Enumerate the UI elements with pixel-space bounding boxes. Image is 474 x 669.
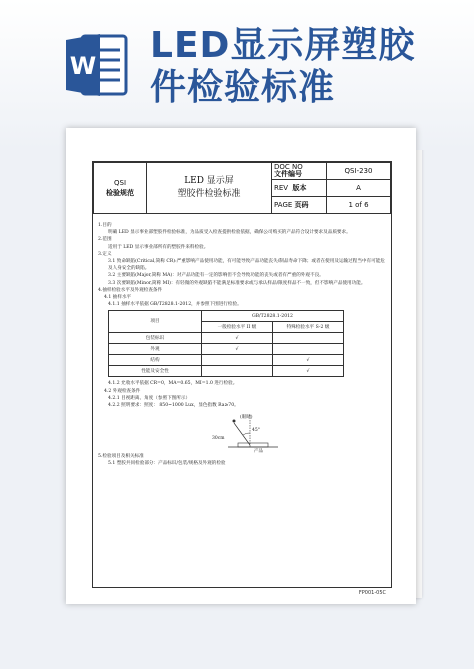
- table-row: [109, 355, 344, 366]
- document-title-line-1: LED显示屏塑胶: [150, 25, 416, 66]
- section-3-heading: 3.定义: [98, 251, 112, 257]
- doc-no-label-cn: 文件编号: [274, 170, 302, 178]
- product-label: 产品: [254, 449, 263, 454]
- company-name: QSI: [113, 179, 127, 187]
- angle-label: 45°: [252, 428, 260, 434]
- section-2-heading: 2.范围: [98, 237, 112, 243]
- rev-label-en: REV: [274, 184, 289, 192]
- section-4-1-2: 4.1.2 允收水平依据 CR=0，MA=0.65，MI=1.0 进行检验。: [108, 381, 238, 387]
- distance-label: 30cm: [212, 436, 225, 442]
- doc-no-value: QSI-230: [327, 163, 391, 180]
- document-title-line-2: 件检验标准: [150, 67, 336, 108]
- section-4-heading: 4.抽样检验水平及外观检查条件: [98, 287, 163, 293]
- rev-label-cn: 版本: [292, 184, 307, 192]
- page-label-cn: 页码: [294, 201, 309, 209]
- aql-row-item: 性能及安全性: [109, 366, 202, 377]
- document-page: [66, 128, 416, 604]
- section-3-3: 3.3 次要缺陷(Minor,简称 MI)：有轻微的外观缺陷不能满足标准要求或与承认样品/限度样品不一致，但不影响产品使用功能。: [108, 280, 366, 286]
- aql-row-normal: √: [202, 333, 273, 344]
- angle-arc: [243, 433, 250, 435]
- form-number: FP001-05C: [358, 590, 386, 596]
- page-label-en: PAGE: [274, 201, 293, 209]
- section-2-text: 适用于 LED 显示事业部所有的塑胶件来料检验。: [108, 244, 209, 250]
- sampling-level-table: [108, 310, 344, 377]
- section-4-1: 4.1 抽样水平: [104, 295, 132, 301]
- header-title-cell: [147, 163, 272, 214]
- section-1-text: 明确 LED 显示事业部塑胶件检验标准，为品质受入检查提供检验依据，确保公司购买的产品符合设计要求及品质要求。: [108, 230, 351, 236]
- document-frame: [92, 161, 392, 588]
- section-4-2-1: 4.2.1 目视距离、角度（参照下图所示）: [108, 395, 191, 401]
- page-value: 1 of 6: [327, 197, 391, 214]
- table-row: [109, 333, 344, 344]
- aql-row-item: 包装标识: [109, 333, 202, 344]
- section-3-2: 3.2 主要缺陷(Major,简称 MA)：对产品功能有一定的影响但不会导致功能的丧失或者有严重的外观不良。: [108, 273, 324, 279]
- eye-label: (眼睛): [240, 415, 253, 421]
- header-company-cell: [94, 163, 147, 214]
- header-title-line-1: LED 显示屏: [184, 176, 234, 186]
- document-type: 检验规范: [106, 189, 134, 197]
- aql-row-normal: [202, 355, 273, 366]
- aql-row-special: [273, 344, 344, 355]
- page-label: [272, 197, 327, 214]
- aql-row-special: √: [273, 366, 344, 377]
- word-icon: [64, 30, 128, 100]
- section-4-2: 4.2 外观检查条件: [104, 388, 141, 394]
- aql-header-normal: 一般检验水平 II 级: [202, 322, 273, 333]
- aql-row-normal: [202, 366, 273, 377]
- svg-text:W: W: [69, 52, 97, 80]
- section-5-heading: 5.检验项目及相关标准: [98, 454, 144, 460]
- aql-row-special: [273, 333, 344, 344]
- aql-row-item: 外观: [109, 344, 202, 355]
- aql-header-standard: GB/T2828.1-2012: [202, 311, 344, 322]
- document-body: [98, 222, 386, 468]
- section-4-2-2: 4.2.2 照明要求：照度： 850~1000 Lux，显色指数 Ra≥70。: [108, 403, 239, 409]
- viewing-angle-diagram: [198, 409, 386, 453]
- eye-icon: [233, 420, 236, 423]
- table-row: [109, 366, 344, 377]
- aql-row-special: √: [273, 355, 344, 366]
- aql-row-normal: √: [202, 344, 273, 355]
- header-title-line-2: 塑胶件检验标准: [177, 189, 241, 199]
- document-header-table: [93, 162, 391, 214]
- aql-header-item: 项目: [109, 311, 202, 333]
- viewing-angle-figure: [198, 409, 288, 453]
- section-5-1: 5.1 塑胶共同检验部分：产品标识/包装/规格及外观的检验: [108, 461, 226, 467]
- section-3-1: 3.1 致命缺陷(Critical,简称 CR):严重影响产品使用功能，有可能导致产品功能丧失/制品寿命下降；或者在使用及运输过程当中有可能危及人身安全的缺陷。: [108, 259, 385, 272]
- product-box: [238, 443, 268, 447]
- table-row: [109, 344, 344, 355]
- doc-no-label: [272, 163, 327, 180]
- section-1-heading: 1.目的: [98, 223, 112, 228]
- rev-value: A: [327, 180, 391, 197]
- aql-header-special: 特殊检验水平 S-2 级: [273, 322, 344, 333]
- aql-row-item: 结构: [109, 355, 202, 366]
- rev-label: [272, 180, 327, 197]
- section-4-1-1: 4.1.1 抽样水平依据 GB/T2828.1-2012，并参照下围进行检验。: [108, 302, 242, 308]
- doc-no-label-en: DOC NO: [274, 163, 303, 171]
- sight-line: [234, 423, 250, 445]
